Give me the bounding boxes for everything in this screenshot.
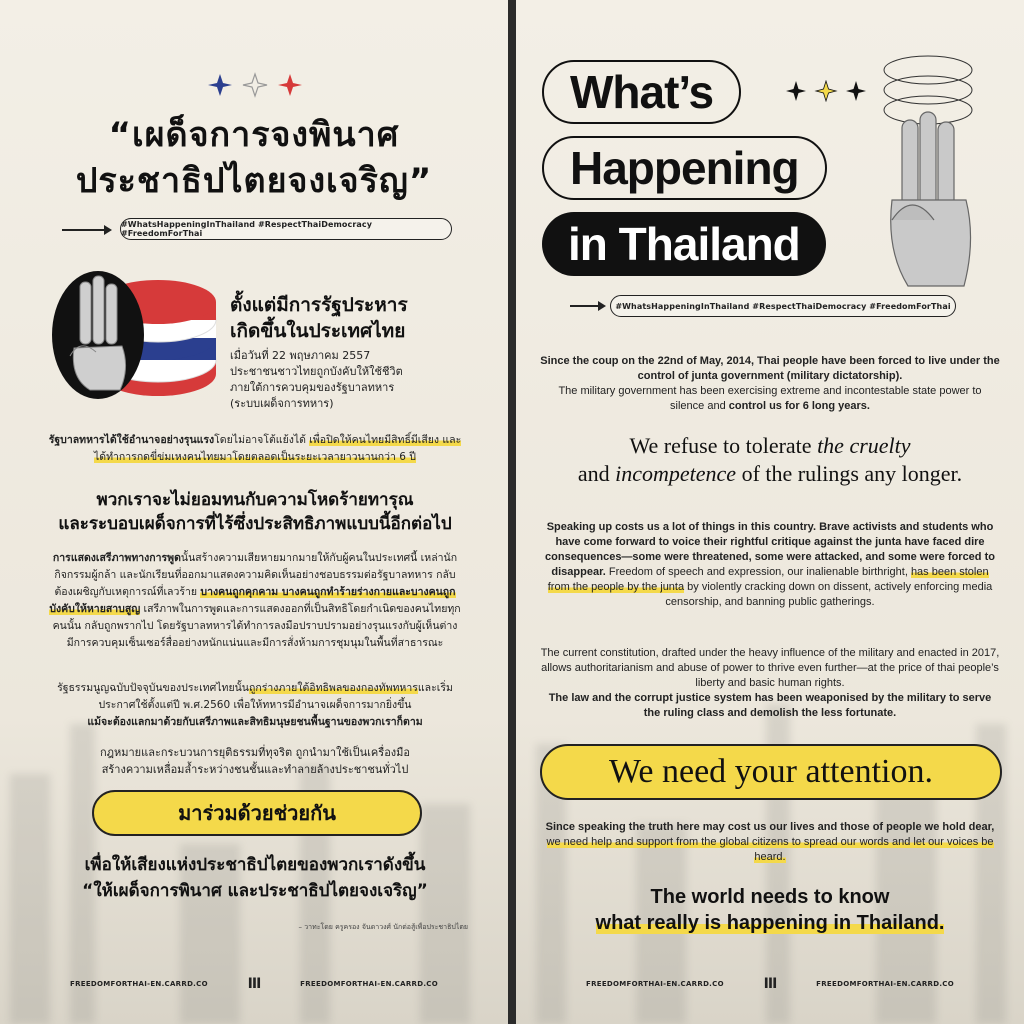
text: เสรีภาพในการพูดและการแสดงออกที่เป็นสิทธิโดยกำเนิดของคนไทยทุกคนนั้น กลับถูกพรากไป โดยรัฐบาลทหารได้ทำการลงมือปราบปรามอย่างรุนแรงกับผู้เห็นต่าง มีการควบคุมเซ็นเซอร์สื่ออย่างหนักแน่นและมีการสั่งห้ามการชุมนุมในพื้นที่สาธารณะ xyxy=(52,603,461,649)
paragraph-1 xyxy=(540,354,1000,414)
english-poster-panel xyxy=(516,0,1024,1024)
bold-text: การแสดงเสรีภาพทางการพูด xyxy=(52,552,181,564)
footer-link-right[interactable]: FREEDOMFORTHAI-EN.CARRD.CO xyxy=(816,980,954,988)
headline-pill-1: What’s xyxy=(542,60,741,124)
text: และเริ่มประกาศใช้ตั้งแต่ปี พ.ศ.2560 เพื่อให้ทหารมีอำนาจเผด็จการมากยิ่งขึ้น xyxy=(98,682,453,711)
paragraph-3 xyxy=(48,680,462,731)
text-line: สร้างความเหลื่อมล้ำระหว่างชนชั้นและทำลายล้างประชาชนทั่วไป xyxy=(101,763,409,776)
heading-line: เกิดขึ้นในประเทศไทย xyxy=(230,320,406,342)
statement-line: และระบอบเผด็จการที่ไร้ซึ่งประสิทธิภาพแบบนี้อีกต่อไป xyxy=(58,514,452,534)
refuse-statement xyxy=(40,488,470,536)
statement-line: พวกเราจะไม่ยอมทนกับความโหดร้ายทารุณ xyxy=(96,490,414,510)
join-us-banner: มาร่วมด้วยช่วยกัน xyxy=(92,790,422,836)
bold-text: รัฐบาลทหารได้ใช้อำนาจอย่างรุนแรง xyxy=(48,434,215,446)
refuse-statement xyxy=(536,432,1004,488)
stars-icon xyxy=(786,80,866,102)
bold-text: Since speaking the truth here may cost us our lives and those of people we hold dear, xyxy=(545,821,995,833)
text: of the rulings any longer. xyxy=(736,461,963,486)
page-title xyxy=(20,112,488,204)
paragraph-3 xyxy=(540,646,1000,721)
closing-line: “ให้เผด็จการพินาศ และประชาธิปไตยจงเจริญ” xyxy=(82,881,428,901)
three-finger-salute-illustration xyxy=(868,50,978,290)
arrow-icon xyxy=(570,305,604,307)
title-line: ประชาธิปไตยจงเจริญ” xyxy=(75,161,433,201)
footer-link-right[interactable]: FREEDOMFORTHAI-EN.CARRD.CO xyxy=(300,980,438,988)
highlighted-text: เพื่อปิดให้คนไทยมีสิทธิ์มีเสียง และได้ทำการกดขี่ข่มเหงคนไทยมาโดยตลอดเป็นระยะเวลายาวนานกว่า 6 ปี xyxy=(94,434,462,463)
quote-credit: – วาทะโดย ครูครอง จันดาวงศ์ นักต่อสู้เพื่อประชาธิปไตย xyxy=(298,923,468,931)
footer-link-left[interactable]: FREEDOMFORTHAI-EN.CARRD.CO xyxy=(586,980,724,988)
headline-pill-3: in Thailand xyxy=(542,212,826,276)
closing-line: what really is happening in Thailand. xyxy=(595,912,945,934)
intro-line: ภายใต้การควบคุมของรัฐบาลทหาร xyxy=(230,381,395,394)
section-heading xyxy=(230,292,480,344)
intro-line: เมื่อวันที่ 22 พฤษภาคม 2557 xyxy=(230,349,371,362)
footer-logo: III xyxy=(247,976,261,992)
text-line: กฎหมายและกระบวนการยุติธรรมที่ทุจริต ถูกนำมาใช้เป็นเครื่องมือ xyxy=(99,746,411,759)
paragraph-1 xyxy=(48,432,462,466)
closing-statement xyxy=(30,852,480,904)
highlighted-text: has been stolen from the people by the junta xyxy=(547,566,989,593)
italic-text: incompetence xyxy=(615,461,737,486)
headline-pill-2: Happening xyxy=(542,136,827,200)
title-line: “เผด็จการจงพินาศ xyxy=(108,115,400,155)
paragraph-2 xyxy=(48,550,462,652)
attention-banner: We need your attention. xyxy=(540,744,1002,800)
thai-flag-salute-illustration xyxy=(40,268,220,403)
intro-line: (ระบบเผด็จการทหาร) xyxy=(230,397,334,410)
closing-statement xyxy=(536,884,1004,936)
text: Freedom of speech and expression, our inalienable birthright, xyxy=(605,566,911,578)
text: นั้นสร้างความเสียหายมากมายให้กับผู้คนในประเทศนี้ เหล่านักกิจกรรมผู้กล้า และนักเรียนที่ออกมาแสดงความคิดเห็นอย่างชอบธรรมต่อรัฐบาลทหาร กลับต้องเผชิญกับเหตุการณ์ที่เลวร้าย xyxy=(54,552,458,598)
italic-text: the cruelty xyxy=(817,433,911,458)
footer-link-left[interactable]: FREEDOMFORTHAI-EN.CARRD.CO xyxy=(70,980,208,988)
bold-text: Since the coup on the 22nd of May, 2014, Thai people have been forced to live under the control of junta government (military dictatorship). xyxy=(540,355,1000,382)
text: โดยไม่อาจโต้แย้งได้ xyxy=(214,434,310,446)
closing-line: The world needs to know xyxy=(650,886,890,908)
highlighted-text: ถูกร่างภายใต้อิทธิพลของกองทัพทหาร xyxy=(248,682,418,694)
footer xyxy=(0,974,508,994)
closing-line: เพื่อให้เสียงแห่งประชาธิปไตยของพวกเราดังขึ้น xyxy=(84,855,426,875)
bold-text: The law and the corrupt justice system has been weaponised by the military to serve the ruling class and demolish the less fortunate. xyxy=(548,692,992,719)
text: We refuse to tolerate xyxy=(629,433,818,458)
text: The military government has been exercising extreme and incontestable state power to silence and xyxy=(558,385,982,412)
text: and xyxy=(577,461,616,486)
stars-icon xyxy=(205,72,305,98)
highlighted-text: we need help and support from the global citizens to spread our words and let our voices be heard. xyxy=(546,836,994,863)
paragraph-4 xyxy=(48,744,462,778)
paragraph-2 xyxy=(540,520,1000,610)
footer-logo: III xyxy=(763,976,777,992)
paragraph-4 xyxy=(540,820,1000,865)
text: The current constitution, drafted under the heavy influence of the military and enacted in 2017, allows authoritarianism and abuse of power to thrive even further—at the price of thai people’s liberty and basic human rights. xyxy=(540,647,1000,689)
thai-poster-panel xyxy=(0,0,508,1024)
heading-line: ตั้งแต่มีการรัฐประหาร xyxy=(230,294,408,316)
intro-line: ประชาชนชาวไทยถูกบังคับให้ใช้ชีวิต xyxy=(230,365,403,378)
footer xyxy=(516,974,1024,994)
hashtag-pill: #WhatsHappeningInThailand #RespectThaiDemocracy #FreedomForThai xyxy=(610,295,956,317)
text: by violently cracking down on dissent, actively enforcing media censorship, and banning public gatherings. xyxy=(665,581,993,608)
highlighted-text: บางคนถูกคุกคาม บางคนถูกทำร้ายร่างกายและบางคนถูกบังคับให้หายสาบสูญ xyxy=(49,586,456,615)
intro-text xyxy=(230,348,480,412)
bold-text: แม้จะต้องแลกมาด้วยกับเสรีภาพและสิทธิมนุษยชนพื้นฐานของพวกเราก็ตาม xyxy=(87,716,423,728)
hashtag-pill: #WhatsHappeningInThailand #RespectThaiDemocracy #FreedomForThai xyxy=(120,218,452,240)
bold-text: Speaking up costs us a lot of things in this country. Brave activists and students who have come forward to voice their rightful critique against the junta have faced dire consequences—some were threatened, some were attacked, and some were forced to disappear. xyxy=(545,521,995,578)
text: รัฐธรรมนูญฉบับปัจจุบันของประเทศไทยนั้น xyxy=(57,682,249,694)
bold-text: control us for 6 long years. xyxy=(728,400,870,412)
arrow-icon xyxy=(62,229,110,231)
